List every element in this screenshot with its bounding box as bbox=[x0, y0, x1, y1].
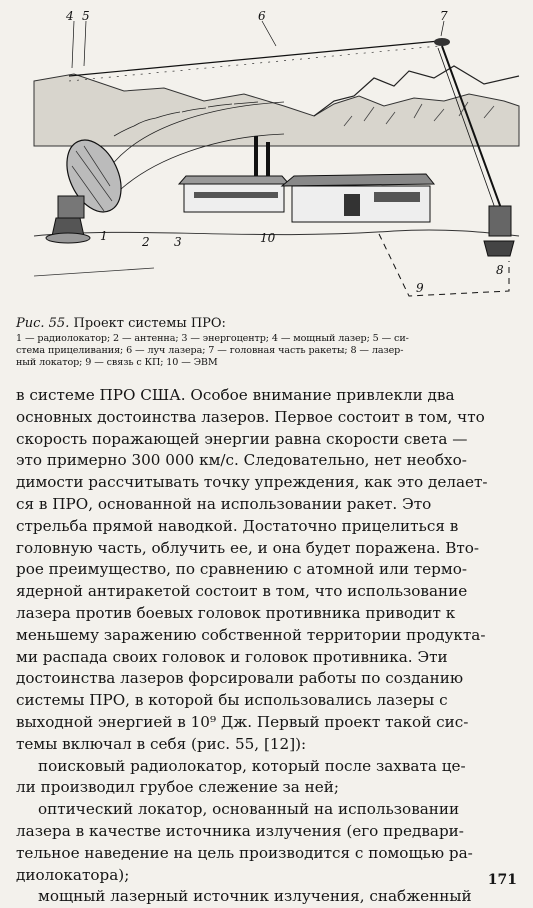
text-line: это примерно 300 000 км/с. Следовательно, нет необхо- bbox=[16, 451, 467, 470]
missile-warhead bbox=[434, 38, 450, 46]
caption-legend bbox=[16, 333, 522, 369]
text-line: оптический локатор, основанный на использовании bbox=[38, 800, 460, 819]
text-line: стрельба прямой наводкой. Достаточно прицелиться в bbox=[16, 516, 459, 535]
text-line: лазера в качестве источника излучения (его предвари- bbox=[16, 821, 464, 840]
radar-antenna bbox=[46, 131, 132, 243]
power-centre bbox=[179, 136, 289, 212]
label-4: 4 bbox=[66, 9, 74, 23]
text-line: в системе ПРО США. Особое внимание привлекли два bbox=[16, 386, 455, 404]
label-2: 2 bbox=[142, 235, 150, 249]
label-10: 10 bbox=[260, 231, 276, 245]
body-text bbox=[16, 385, 526, 908]
laser-beam bbox=[69, 41, 439, 76]
caption-heading: Проект системы ПРО: bbox=[73, 316, 226, 331]
mountains bbox=[34, 74, 519, 146]
legend-line: стема прицеливания; 6 — луч лазера; 7 — головная часть ракеты; 8 — лазер- bbox=[16, 345, 404, 356]
label-3: 3 bbox=[174, 235, 182, 249]
text-line: ли производил грубое слежение за ней; bbox=[16, 778, 340, 797]
label-9: 9 bbox=[416, 281, 424, 295]
legend-line: ный локатор; 9 — связь с КП; 10 — ЭВМ bbox=[16, 357, 218, 368]
text-line: тельное наведение на цель производится с помощью ра- bbox=[16, 843, 473, 862]
text-line: димости рассчитывать точку упреждения, как это делает- bbox=[16, 473, 488, 492]
text-line: рое преимущество, по сравнению с атомной или термо- bbox=[16, 560, 467, 579]
caption-title bbox=[16, 316, 522, 331]
text-line: достоинства лазеров форсировали работы по созданию bbox=[16, 669, 464, 688]
text-line: ми распада своих головок и головок противника. Эти bbox=[16, 647, 448, 666]
label-5: 5 bbox=[82, 9, 90, 23]
text-line: лазера против боевых головок противника приводит к bbox=[16, 603, 456, 622]
computer-building bbox=[282, 174, 434, 222]
label-7: 7 bbox=[440, 9, 448, 23]
page-number: 171 bbox=[487, 872, 517, 888]
text-line: системы ПРО, в которой бы использовались лазеры с bbox=[16, 691, 448, 710]
laser-locator bbox=[484, 206, 514, 256]
text-line: меньшему заражению собственной территории продукта- bbox=[16, 625, 486, 644]
text-line: скорость поражающей энергии равна скорости света — bbox=[16, 429, 468, 448]
label-6: 6 bbox=[258, 9, 266, 23]
figure-number: Рис. 55. bbox=[16, 316, 70, 331]
text-line: темы включал в себя (рис. 55, [12]): bbox=[16, 734, 307, 753]
illustration-abm-system bbox=[14, 6, 524, 311]
text-line: диолокатора); bbox=[16, 865, 130, 884]
text-line: выходной энергией в 10⁹ Дж. Первый проект такой сис- bbox=[16, 712, 469, 731]
text-line: основных достоинства лазеров. Первое состоит в том, что bbox=[16, 407, 485, 426]
text-line: ся в ПРО, основанной на использовании ракет. Это bbox=[16, 494, 432, 513]
text-line: головную часть, облучить ее, и она будет поражена. Вто- bbox=[16, 538, 480, 557]
text-line: поисковый радиолокатор, который после захвата це- bbox=[38, 756, 466, 775]
legend-line: 1 — радиолокатор; 2 — антенна; 3 — энергоцентр; 4 — мощный лазер; 5 — си- bbox=[16, 333, 409, 344]
text-line: мощный лазерный источник излучения, снабженный bbox=[38, 887, 472, 906]
label-8: 8 bbox=[496, 263, 504, 277]
figure-caption bbox=[16, 316, 522, 369]
text-line: ядерной антиракетой состоит в том, что использование bbox=[16, 582, 468, 601]
label-1: 1 bbox=[100, 229, 108, 243]
